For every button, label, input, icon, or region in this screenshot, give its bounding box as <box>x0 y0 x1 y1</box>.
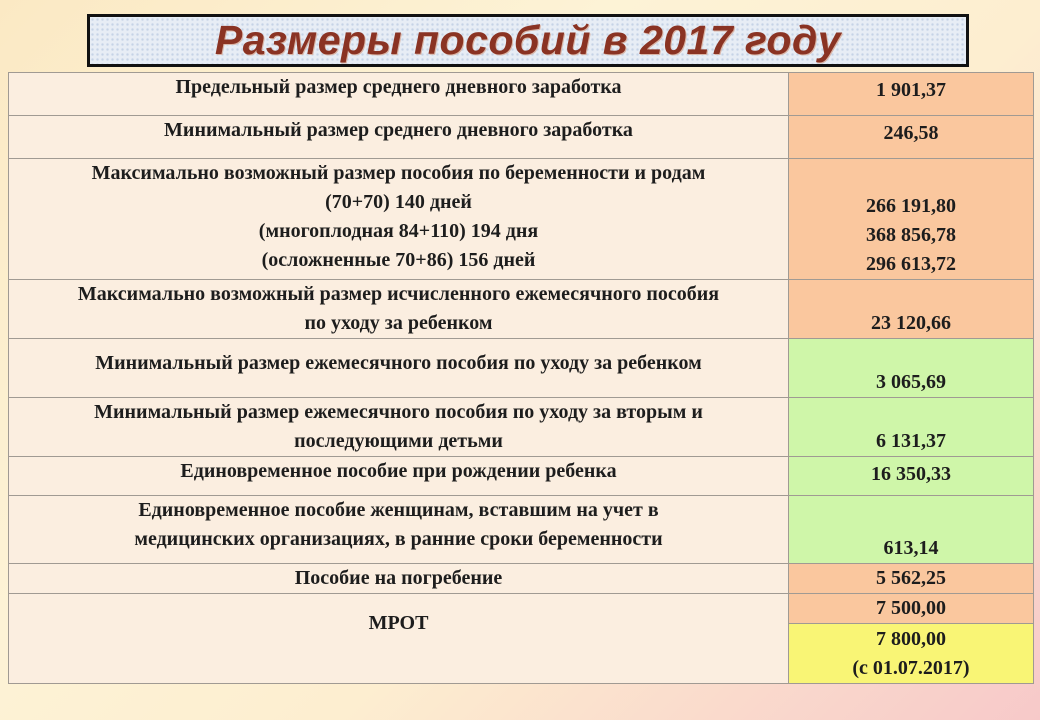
label-line: (многоплодная 84+110) 194 дня <box>258 220 539 242</box>
label-line: Пособие на погребение <box>294 567 503 589</box>
row-value-cell <box>789 280 1034 339</box>
table-row <box>9 564 1034 594</box>
title-banner <box>87 14 969 67</box>
value-text: 6 131,37 <box>876 430 946 452</box>
row-label <box>9 280 789 339</box>
row-label <box>9 159 789 280</box>
benefits-table <box>8 72 1034 684</box>
row-label <box>9 457 789 496</box>
row-label <box>9 564 789 594</box>
row-label <box>9 496 789 564</box>
row-value-cell <box>789 564 1034 594</box>
row-value-cell <box>789 159 1034 280</box>
table-row <box>9 159 1034 280</box>
table-row <box>9 457 1034 496</box>
table-row <box>9 280 1034 339</box>
value-text: 246,58 <box>883 122 939 144</box>
value-text: 23 120,66 <box>871 312 951 334</box>
table-row <box>9 594 1034 624</box>
label-line: (70+70) 140 дней <box>325 191 472 213</box>
mrot-new-value: 7 800,00 <box>876 627 946 650</box>
row-value-cell <box>789 496 1034 564</box>
row-value-cell <box>789 457 1034 496</box>
label-line: Максимально возможный размер исчисленного ежемесячного пособия <box>77 283 720 305</box>
row-label <box>9 398 789 457</box>
value-text: 266 191,80 <box>866 195 956 217</box>
mrot-value-cell <box>789 594 1034 624</box>
table-row <box>9 398 1034 457</box>
row-value-cell <box>789 116 1034 159</box>
value-text: 5 562,25 <box>876 567 946 589</box>
label-line: (осложненные 70+86) 156 дней <box>261 249 536 271</box>
value-text: 613,14 <box>883 537 939 559</box>
label-line: Единовременное пособие при рождении ребенка <box>180 460 617 482</box>
value-text: 368 856,78 <box>866 224 956 246</box>
label-line: по уходу за ребенком <box>304 312 493 334</box>
mrot-new-value-cell <box>789 624 1034 684</box>
table-row <box>9 339 1034 398</box>
row-value-cell <box>789 398 1034 457</box>
table-row <box>9 116 1034 159</box>
value-text: 296 613,72 <box>866 253 956 275</box>
value-text: 3 065,69 <box>876 371 946 393</box>
label-line: Предельный размер среднего дневного заработка <box>175 76 622 98</box>
mrot-new-value-date: (с 01.07.2017) <box>852 656 970 679</box>
value-text: 1 901,37 <box>876 79 946 101</box>
page-title: Размеры пособий в 2017 году <box>214 17 842 63</box>
mrot-label-cell <box>9 594 789 684</box>
label-line: Максимально возможный размер пособия по беременности и родам <box>91 162 706 184</box>
label-line: Минимальный размер ежемесячного пособия по уходу за вторым и <box>94 401 703 423</box>
row-value-cell <box>789 73 1034 116</box>
table-row <box>9 496 1034 564</box>
row-label <box>9 339 789 398</box>
label-line: Минимальный размер среднего дневного заработка <box>164 119 633 141</box>
label-line: последующими детьми <box>294 430 503 452</box>
row-label <box>9 73 789 116</box>
table-row <box>9 73 1034 116</box>
row-value-cell <box>789 339 1034 398</box>
label-line: Минимальный размер ежемесячного пособия по уходу за ребенком <box>95 351 702 374</box>
mrot-value: 7 500,00 <box>876 597 946 619</box>
label-line: Единовременное пособие женщинам, вставшим на учет в <box>138 499 659 521</box>
label-line: медицинских организациях, в ранние сроки беременности <box>134 528 663 550</box>
row-label <box>9 116 789 159</box>
mrot-label: МРОТ <box>368 612 429 634</box>
value-text: 16 350,33 <box>871 463 951 485</box>
